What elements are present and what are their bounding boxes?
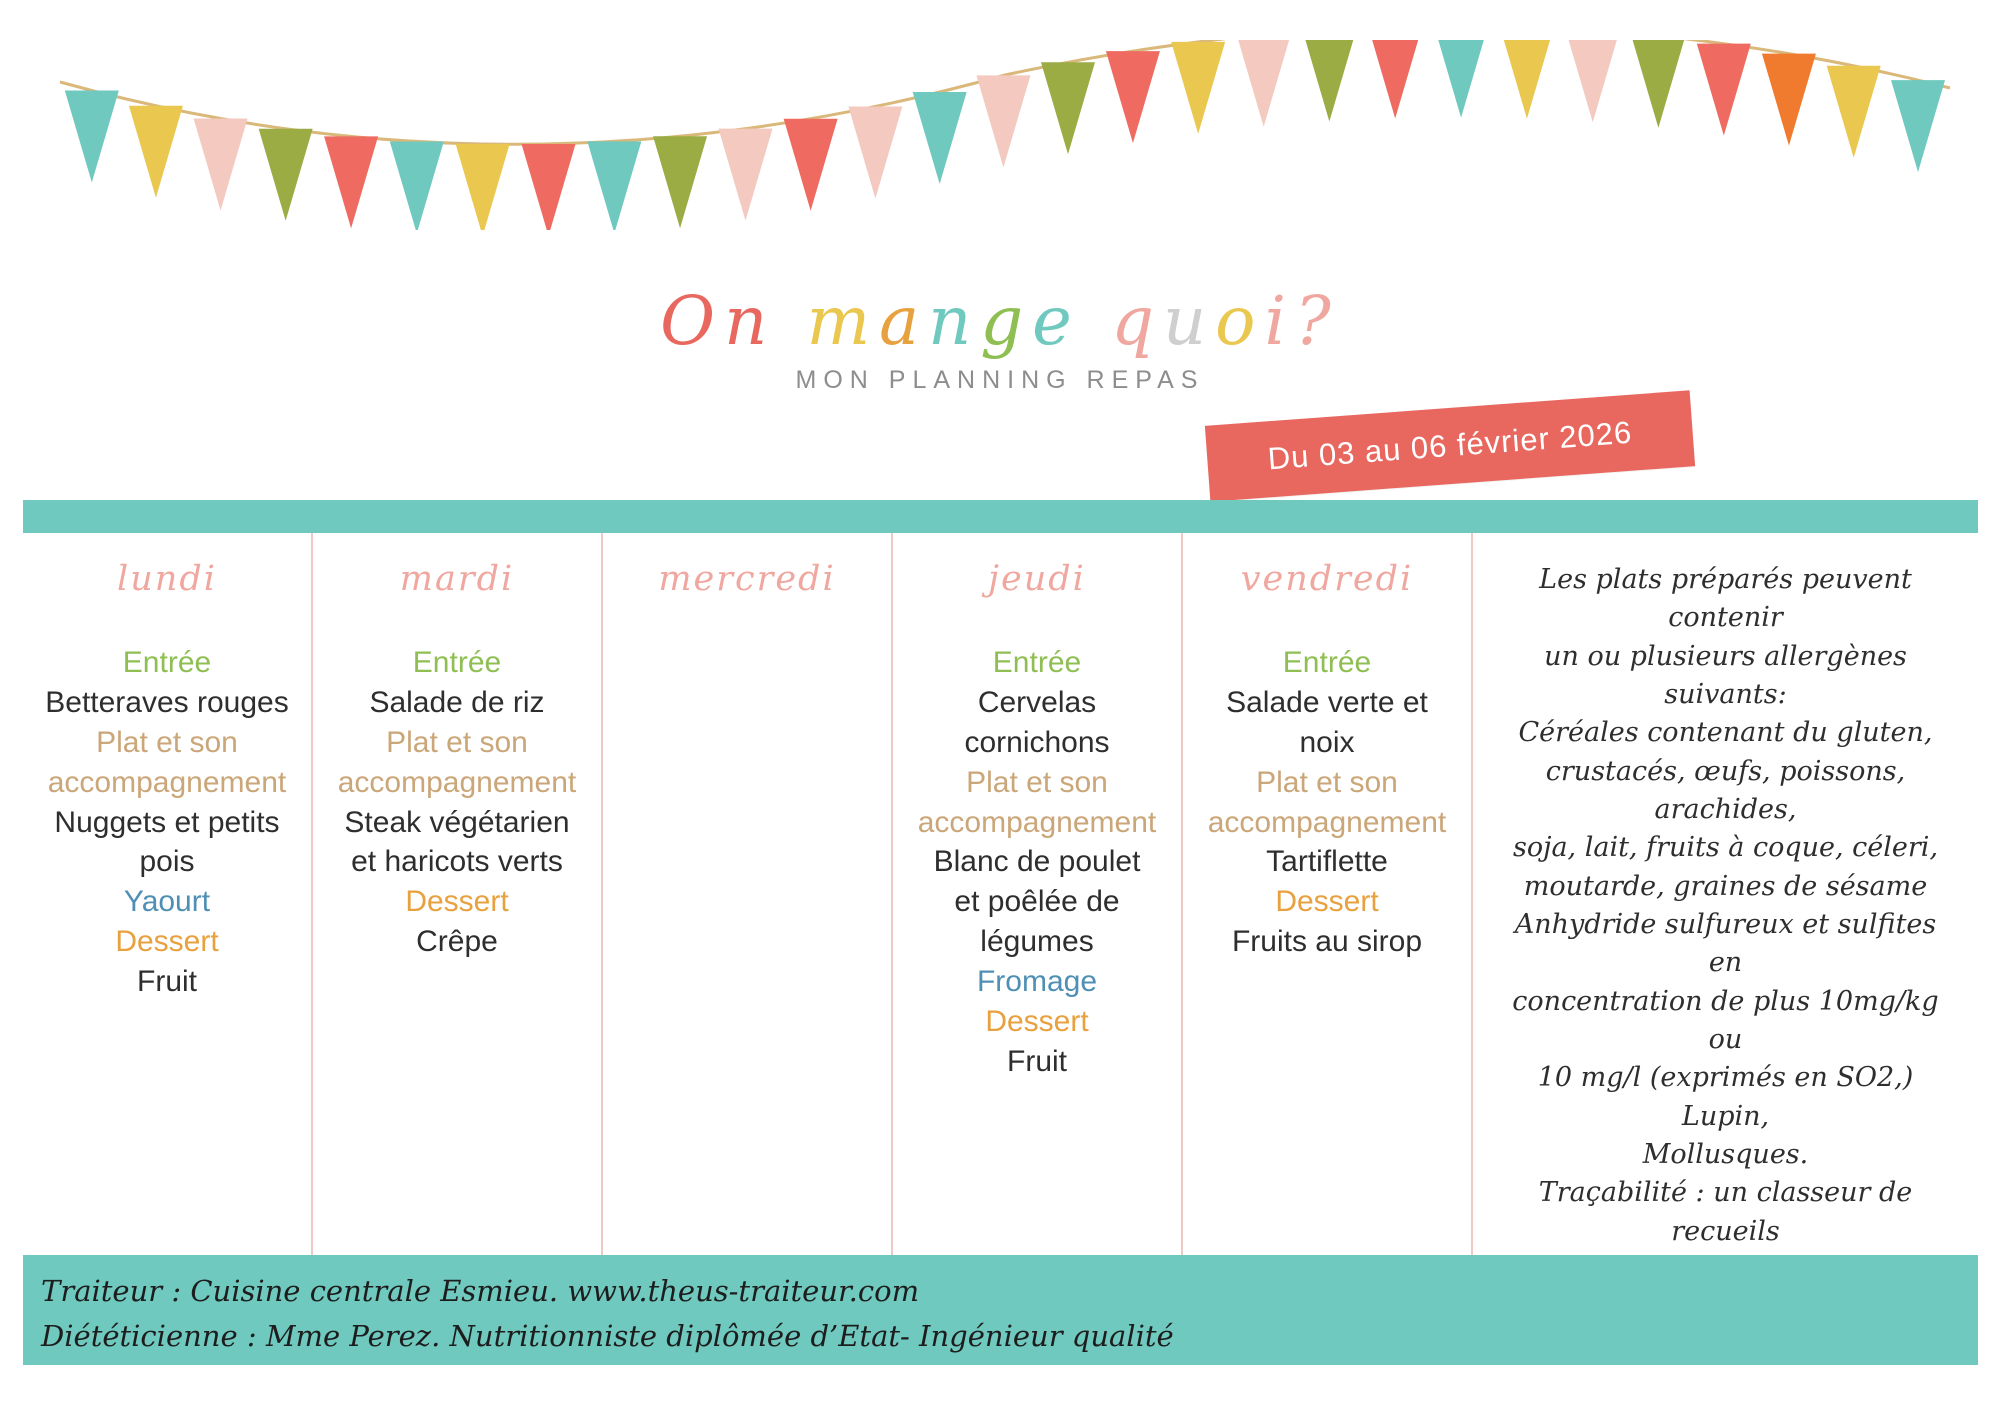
title-letter-9: q — [1111, 282, 1163, 360]
bunting-flag — [456, 144, 510, 230]
menu-dish-text: Crêpe — [416, 925, 498, 959]
bunting-flag — [1697, 44, 1751, 136]
menu-course-label: Dessert — [985, 1005, 1089, 1039]
bunting-flag — [976, 75, 1030, 167]
title-letter-6: g — [980, 282, 1033, 360]
allergens-line: crustacés, œufs, poissons, arachides, — [1545, 755, 1906, 825]
menu-course-label: Plat et son — [386, 725, 528, 759]
menu-course-label: Entrée — [1282, 646, 1372, 679]
menu-course-label: accompagnement — [47, 765, 287, 799]
bunting-flag — [65, 91, 119, 183]
allergens-line: concentration de plus 10mg/kg ou — [1512, 985, 1939, 1055]
planner-top-bar — [23, 500, 1978, 533]
bunting-flag — [913, 92, 967, 184]
bunting-flag — [259, 129, 313, 221]
bunting-flag — [1891, 80, 1945, 172]
allergens-text — [1499, 561, 1952, 1328]
day-column-jeudi — [893, 533, 1183, 1255]
menu-dish-text: Salade verte et — [1226, 685, 1428, 719]
bunting-flag — [1566, 40, 1620, 122]
bunting-flag — [1171, 42, 1225, 134]
menu-course-label: Dessert — [1275, 885, 1379, 919]
title-letter-12: i — [1264, 282, 1295, 360]
bunting-svg — [40, 40, 1970, 230]
title-letter-5: n — [928, 282, 981, 360]
bunting-flag — [1041, 62, 1095, 154]
menu-course-label: Plat et son — [966, 765, 1108, 799]
bunting-flag — [1827, 66, 1881, 158]
menu-course-label: Entrée — [412, 646, 502, 679]
menu-course-label: accompagnement — [337, 765, 577, 799]
menu-course-label: Entrée — [992, 646, 1082, 679]
title-letter-13: ? — [1294, 282, 1340, 360]
bunting-flag — [1434, 40, 1488, 118]
title-letter-2 — [776, 282, 806, 360]
menu-course-label: Yaourt — [123, 885, 211, 919]
day-column-vendredi — [1183, 533, 1473, 1255]
title-letter-10: u — [1162, 282, 1216, 360]
day-name-label: mercredi — [658, 559, 836, 599]
page-title — [0, 282, 2000, 360]
bunting-flag — [1302, 40, 1356, 122]
planner-body — [23, 533, 1978, 1255]
day-name-label: vendredi — [1240, 559, 1414, 599]
menu-planner — [23, 500, 1978, 1255]
menu-dish-text: et poêlée de — [954, 885, 1120, 919]
menu-list — [905, 643, 1169, 1082]
allergens-line: moutarde, graines de sésame — [1523, 870, 1928, 902]
bunting-flag — [1762, 54, 1816, 146]
title-block — [0, 282, 2000, 395]
title-letter-3: m — [806, 282, 880, 360]
footer-caterer: Traiteur : Cuisine centrale Esmieu. www.theus-traiteur.com — [41, 1274, 920, 1308]
bunting-flag — [129, 106, 183, 198]
day-name-label: lundi — [117, 559, 217, 599]
bunting-flag — [1500, 40, 1554, 119]
title-letter-7: e — [1032, 282, 1081, 360]
menu-dish-text: Cervelas — [977, 685, 1097, 719]
bunting-flag — [1237, 40, 1291, 127]
menu-dish-text: Fruit — [137, 965, 197, 999]
menu-list — [1195, 643, 1459, 962]
menu-dish-text: Betteraves rouges — [45, 685, 289, 719]
bunting-flag — [653, 136, 707, 228]
bunting-flag — [324, 136, 378, 228]
allergens-line: Mollusques. — [1642, 1138, 1809, 1170]
allergens-line: Les plats préparés peuvent contenir — [1539, 564, 1912, 634]
menu-course-label: accompagnement — [917, 805, 1157, 839]
bunting-flag — [390, 142, 444, 230]
day-column-mercredi — [603, 533, 893, 1255]
bunting-flag — [587, 141, 641, 230]
day-name-label: jeudi — [988, 559, 1086, 599]
title-letter-11: o — [1215, 282, 1265, 360]
date-range-ribbon — [1205, 390, 1695, 501]
menu-dish-text: Fruit — [1007, 1044, 1067, 1078]
menu-dish-text: Blanc de poulet — [933, 845, 1141, 879]
title-letter-8 — [1081, 282, 1111, 360]
title-letter-4: a — [879, 282, 929, 360]
menu-dish-text: et haricots verts — [351, 845, 563, 879]
allergens-line: Céréales contenant du gluten, — [1518, 717, 1933, 749]
menu-dish-text: Tartiflette — [1266, 845, 1388, 879]
day-column-mardi — [313, 533, 603, 1255]
bunting-flag — [848, 106, 902, 198]
bunting-flag — [194, 119, 248, 211]
bunting-flag — [1106, 51, 1160, 143]
menu-course-label: Dessert — [405, 885, 509, 919]
bunting-flag — [1368, 40, 1422, 118]
bunting-flag — [784, 119, 838, 211]
menu-dish-text: pois — [139, 845, 195, 879]
menu-dish-text: cornichons — [964, 725, 1110, 759]
menu-dish-text: Fruits au sirop — [1231, 925, 1423, 959]
date-range-label: Du 03 au 06 février 2026 — [1266, 414, 1634, 477]
menu-list — [35, 643, 299, 1002]
menu-course-label: Entrée — [122, 646, 212, 679]
menu-dish-text: légumes — [980, 925, 1094, 959]
footer-bar — [23, 1255, 1978, 1365]
menu-dish-text: Salade de riz — [369, 685, 545, 719]
allergens-line: Anhydride sulfureux et sulfites en — [1514, 908, 1937, 979]
menu-dish-text: Nuggets et petits — [54, 805, 280, 839]
menu-list — [325, 643, 589, 962]
allergens-line: un ou plusieurs allergènes suivants: — [1544, 640, 1907, 710]
page-subtitle: MON PLANNING REPAS — [795, 366, 1205, 394]
bunting-decoration — [40, 40, 1970, 230]
menu-course-label: Dessert — [115, 925, 219, 959]
bunting-flag — [522, 144, 576, 230]
allergens-line: 10 mg/l (exprimés en SO2,) Lupin, — [1537, 1062, 1914, 1132]
menu-course-label: Fromage — [976, 965, 1098, 999]
menu-dish-text: noix — [1299, 725, 1355, 759]
title-letter-0: O — [660, 282, 725, 360]
menu-dish-text: Steak végétarien — [344, 805, 570, 839]
title-letter-1: n — [724, 282, 777, 360]
allergens-line: Traçabilité : un classeur de recueils — [1538, 1177, 1913, 1247]
allergens-line: soja, lait, fruits à coque, céleri, — [1512, 832, 1939, 864]
bunting-flag — [718, 129, 772, 221]
footer-dietician: Diététicienne : Mme Perez. Nutritionniste diplômée d’Etat- Ingénieur qualité — [41, 1318, 1174, 1353]
day-name-label: mardi — [399, 559, 515, 599]
bunting-flag — [1631, 40, 1685, 128]
menu-course-label: accompagnement — [1207, 805, 1447, 839]
menu-course-label: Plat et son — [96, 725, 238, 759]
menu-course-label: Plat et son — [1256, 765, 1398, 799]
day-column-lundi — [23, 533, 313, 1255]
allergens-column — [1473, 533, 1978, 1255]
